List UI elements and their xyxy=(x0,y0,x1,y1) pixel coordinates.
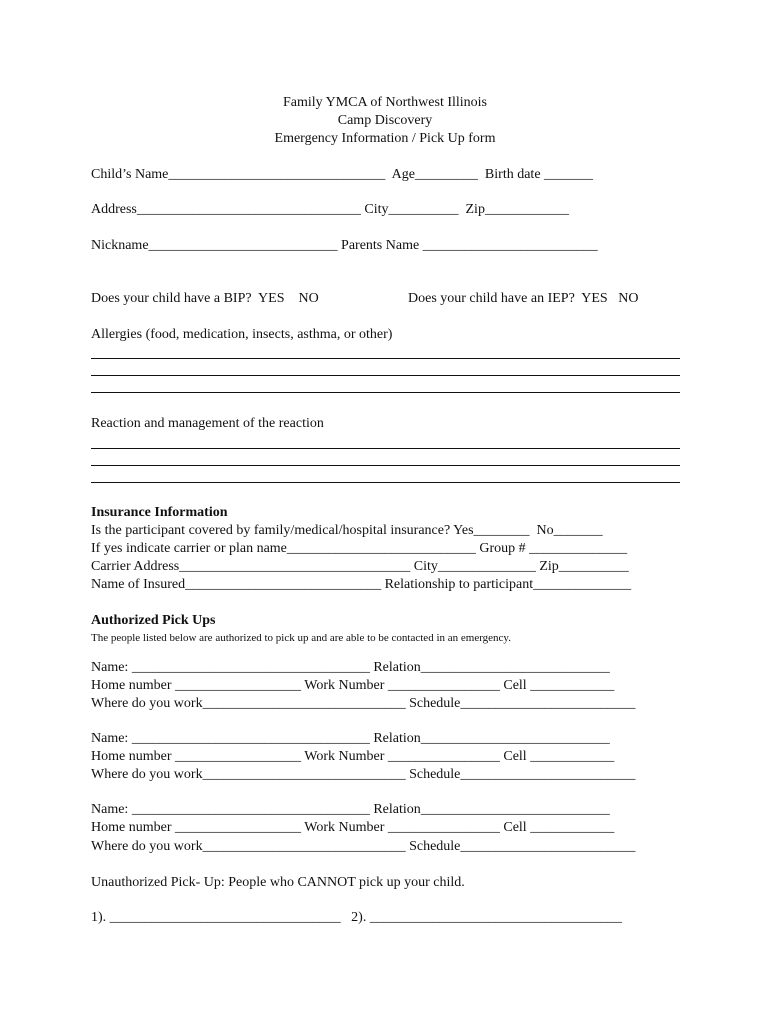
pickup-3-work-schedule[interactable]: Where do you work_____________________________ Schedule_________________________ xyxy=(91,839,636,854)
bip-question[interactable]: Does your child have a BIP? YES NO xyxy=(91,291,319,306)
org-name: Family YMCA of Northwest Illinois xyxy=(282,95,488,110)
address-city-zip-line[interactable]: Address________________________________ City__________ Zip____________ xyxy=(91,202,569,217)
pickup-2-name-relation[interactable]: Name: __________________________________ Relation___________________________ xyxy=(91,731,610,746)
form-title: Emergency Information / Pick Up form xyxy=(274,131,496,146)
nickname-parents-line[interactable]: Nickname___________________________ Parents Name _________________________ xyxy=(91,238,598,253)
allergies-answer-line-2[interactable] xyxy=(91,375,680,376)
reaction-label: Reaction and management of the reaction xyxy=(91,416,324,431)
insurance-heading: Insurance Information xyxy=(91,505,228,520)
reaction-answer-line-2[interactable] xyxy=(91,465,680,466)
pickups-note: The people listed below are authorized to pick up and are able to be contacted in an emergency. xyxy=(91,632,511,644)
pickup-1-work-schedule[interactable]: Where do you work_____________________________ Schedule_________________________ xyxy=(91,696,636,711)
reaction-answer-line-3[interactable] xyxy=(91,482,680,483)
pickups-heading: Authorized Pick Ups xyxy=(91,613,216,628)
pickup-1-name-relation[interactable]: Name: __________________________________ Relation___________________________ xyxy=(91,660,610,675)
unauthorized-label: Unauthorized Pick- Up: People who CANNOT pick up your child. xyxy=(91,875,465,890)
pickup-3-name-relation[interactable]: Name: __________________________________ Relation___________________________ xyxy=(91,802,610,817)
insurance-covered-line[interactable]: Is the participant covered by family/medical/hospital insurance? Yes________ No_______ xyxy=(91,523,603,538)
pickup-1-phones[interactable]: Home number __________________ Work Number ________________ Cell ____________ xyxy=(91,678,615,693)
insurance-insured-line[interactable]: Name of Insured____________________________ Relationship to participant______________ xyxy=(91,577,632,592)
allergies-answer-line-1[interactable] xyxy=(91,358,680,359)
child-name-age-birthdate-line[interactable]: Child’s Name_______________________________ Age_________ Birth date _______ xyxy=(91,167,594,182)
allergies-answer-line-3[interactable] xyxy=(91,392,680,393)
insurance-carrier-address-line[interactable]: Carrier Address_________________________________ City______________ Zip__________ xyxy=(91,559,629,574)
reaction-answer-line-1[interactable] xyxy=(91,448,680,449)
pickup-3-phones[interactable]: Home number __________________ Work Number ________________ Cell ____________ xyxy=(91,820,615,835)
insurance-carrier-group-line[interactable]: If yes indicate carrier or plan name___________________________ Group # ______________ xyxy=(91,541,628,556)
pickup-2-work-schedule[interactable]: Where do you work_____________________________ Schedule_________________________ xyxy=(91,767,636,782)
program-name: Camp Discovery xyxy=(337,113,433,128)
allergies-label: Allergies (food, medication, insects, asthma, or other) xyxy=(91,327,393,342)
pickup-2-phones[interactable]: Home number __________________ Work Number ________________ Cell ____________ xyxy=(91,749,615,764)
unauthorized-entries-line[interactable]: 1). _________________________________ 2). ____________________________________ xyxy=(91,910,622,925)
iep-question[interactable]: Does your child have an IEP? YES NO xyxy=(408,291,639,306)
